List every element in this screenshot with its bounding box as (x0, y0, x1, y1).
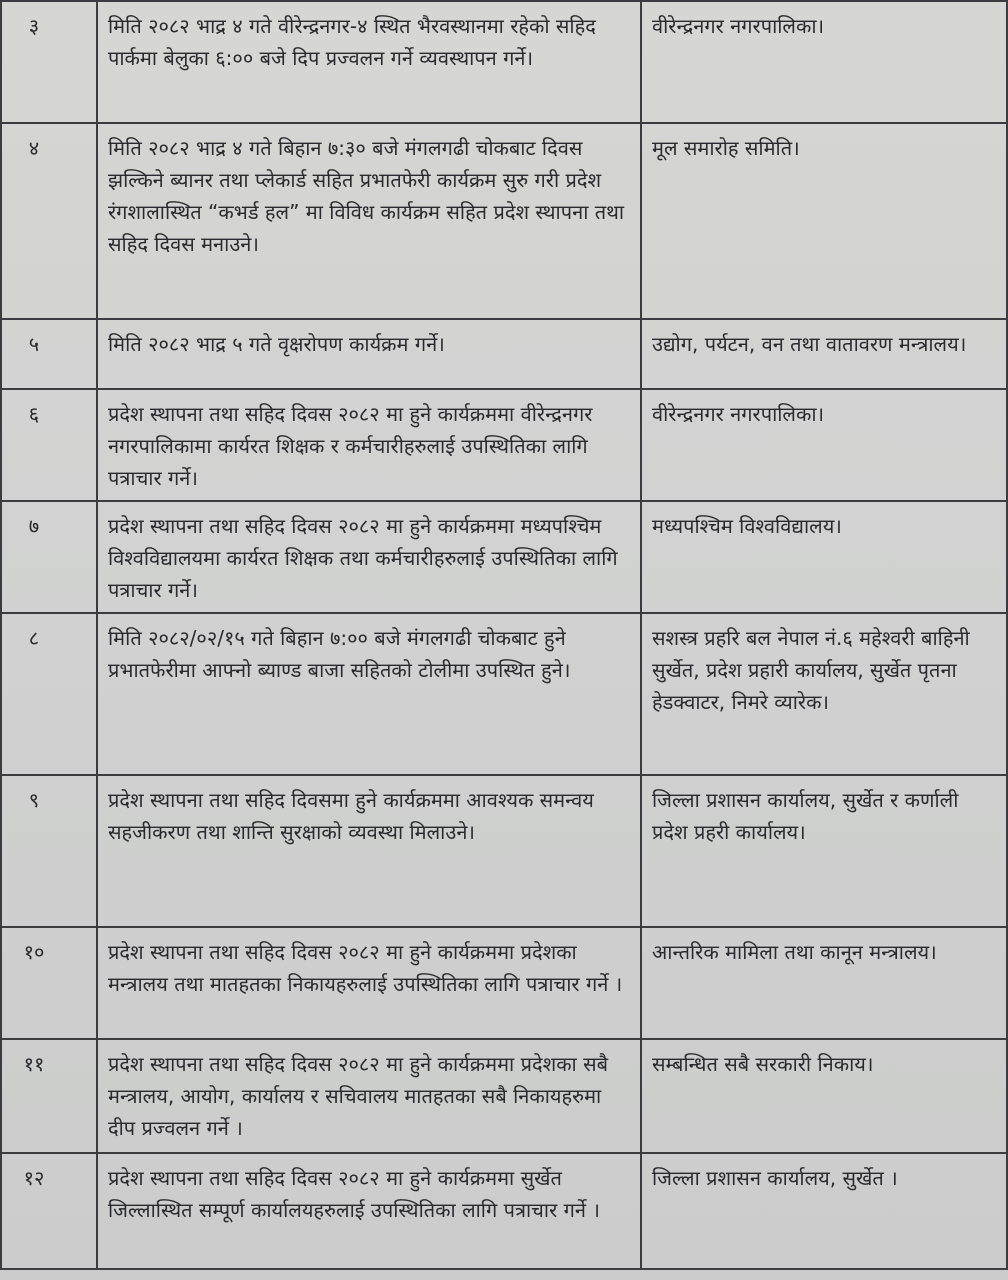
responsible-cell: मध्यपश्चिम विश्वविद्यालय। (641, 501, 1007, 613)
table-row (1, 501, 1007, 613)
serial-number: ४ (1, 123, 97, 319)
table-row (1, 389, 1007, 501)
table-row (1, 1039, 1007, 1153)
activity-cell: प्रदेश स्थापना तथा सहिद दिवस २०८२ मा हुने कार्यक्रममा वीरेन्द्रनगर नगरपालिकामा कार्यरत शिक्षक र कर्मचारीहरुलाई उपस्थितिका लागि पत्राचार गर्ने। (97, 389, 641, 501)
activity-cell: मिति २०८२ भाद्र ५ गते वृक्षरोपण कार्यक्रम गर्ने। (97, 319, 641, 389)
activity-cell: प्रदेश स्थापना तथा सहिद दिवस २०८२ मा हुने कार्यक्रममा प्रदेशका मन्त्रालय तथा मातहतका निकायहरुलाई उपस्थितिका लागि पत्राचार गर्ने । (97, 927, 641, 1039)
responsible-cell: जिल्ला प्रशासन कार्यालय, सुर्खेत र कर्णाली प्रदेश प्रहरी कार्यालय। (641, 775, 1007, 927)
responsible-cell: सम्बन्धित सबै सरकारी निकाय। (641, 1039, 1007, 1153)
activity-cell: प्रदेश स्थापना तथा सहिद दिवसमा हुने कार्यक्रममा आवश्यक समन्वय सहजीकरण तथा शान्ति सुरक्षाको व्यवस्था मिलाउने। (97, 775, 641, 927)
activity-cell: मिति २०८२/०२/१५ गते बिहान ७:०० बजे मंगलगढी चोकबाट हुने प्रभातफेरीमा आफ्नो ब्याण्ड बाजा सहितको टोलीमा उपस्थित हुने। (97, 613, 641, 775)
responsible-cell: जिल्ला प्रशासन कार्यालय, सुर्खेत । (641, 1153, 1007, 1269)
responsible-cell: मूल समारोह समिति। (641, 123, 1007, 319)
responsible-cell: आन्तरिक मामिला तथा कानून मन्त्रालय। (641, 927, 1007, 1039)
serial-number: ८ (1, 613, 97, 775)
responsible-cell: उद्योग, पर्यटन, वन तथा वातावरण मन्त्रालय। (641, 319, 1007, 389)
table-row (1, 613, 1007, 775)
serial-number: १२ (1, 1153, 97, 1269)
table-row (1, 927, 1007, 1039)
serial-number: ५ (1, 319, 97, 389)
activity-cell: मिति २०८२ भाद्र ४ गते वीरेन्द्रनगर-४ स्थित भैरवस्थानमा रहेको सहिद पार्कमा बेलुका ६:०० बजे दिप प्रज्वलन गर्ने व्यवस्थापन गर्ने। (97, 1, 641, 123)
serial-number: ११ (1, 1039, 97, 1153)
activity-cell: प्रदेश स्थापना तथा सहिद दिवस २०८२ मा हुने कार्यक्रममा मध्यपश्चिम विश्वविद्यालयमा कार्यरत शिक्षक तथा कर्मचारीहरुलाई उपस्थितिका लागि पत्राचार गर्ने। (97, 501, 641, 613)
responsible-cell: वीरेन्द्रनगर नगरपालिका। (641, 389, 1007, 501)
responsible-cell: सशस्त्र प्रहरि बल नेपाल नं.६ महेश्वरी बाहिनी सुर्खेत, प्रदेश प्रहारी कार्यालय, सुर्खेत पृतना हेडक्वाटर, निमरे व्यारेक। (641, 613, 1007, 775)
activity-cell: प्रदेश स्थापना तथा सहिद दिवस २०८२ मा हुने कार्यक्रममा प्रदेशका सबै मन्त्रालय, आयोग, कार्यालय र सचिवालय मातहतका सबै निकायहरुमा दीप प्रज्वलन गर्ने । (97, 1039, 641, 1153)
serial-number: ६ (1, 389, 97, 501)
table-row (1, 1153, 1007, 1269)
serial-number: ७ (1, 501, 97, 613)
responsible-cell: वीरेन्द्रनगर नगरपालिका। (641, 1, 1007, 123)
serial-number: ९ (1, 775, 97, 927)
activity-cell: प्रदेश स्थापना तथा सहिद दिवस २०८२ मा हुने कार्यक्रममा सुर्खेत जिल्लास्थित सम्पूर्ण कार्यालयहरुलाई उपस्थितिका लागि पत्राचार गर्ने । (97, 1153, 641, 1269)
table-row (1, 319, 1007, 389)
table-row (1, 123, 1007, 319)
serial-number: ३ (1, 1, 97, 123)
table-row (1, 775, 1007, 927)
activity-cell: मिति २०८२ भाद्र ४ गते बिहान ७:३० बजे मंगलगढी चोकबाट दिवस झल्किने ब्यानर तथा प्लेकार्ड सहित प्रभातफेरी कार्यक्रम सुरु गरी प्रदेश रंगशालास्थित “कभर्ड हल” मा विविध कार्यक्रम सहित प्रदेश स्थापना तथा सहिद दिवस मनाउने। (97, 123, 641, 319)
table-row (1, 1, 1007, 123)
serial-number: १० (1, 927, 97, 1039)
